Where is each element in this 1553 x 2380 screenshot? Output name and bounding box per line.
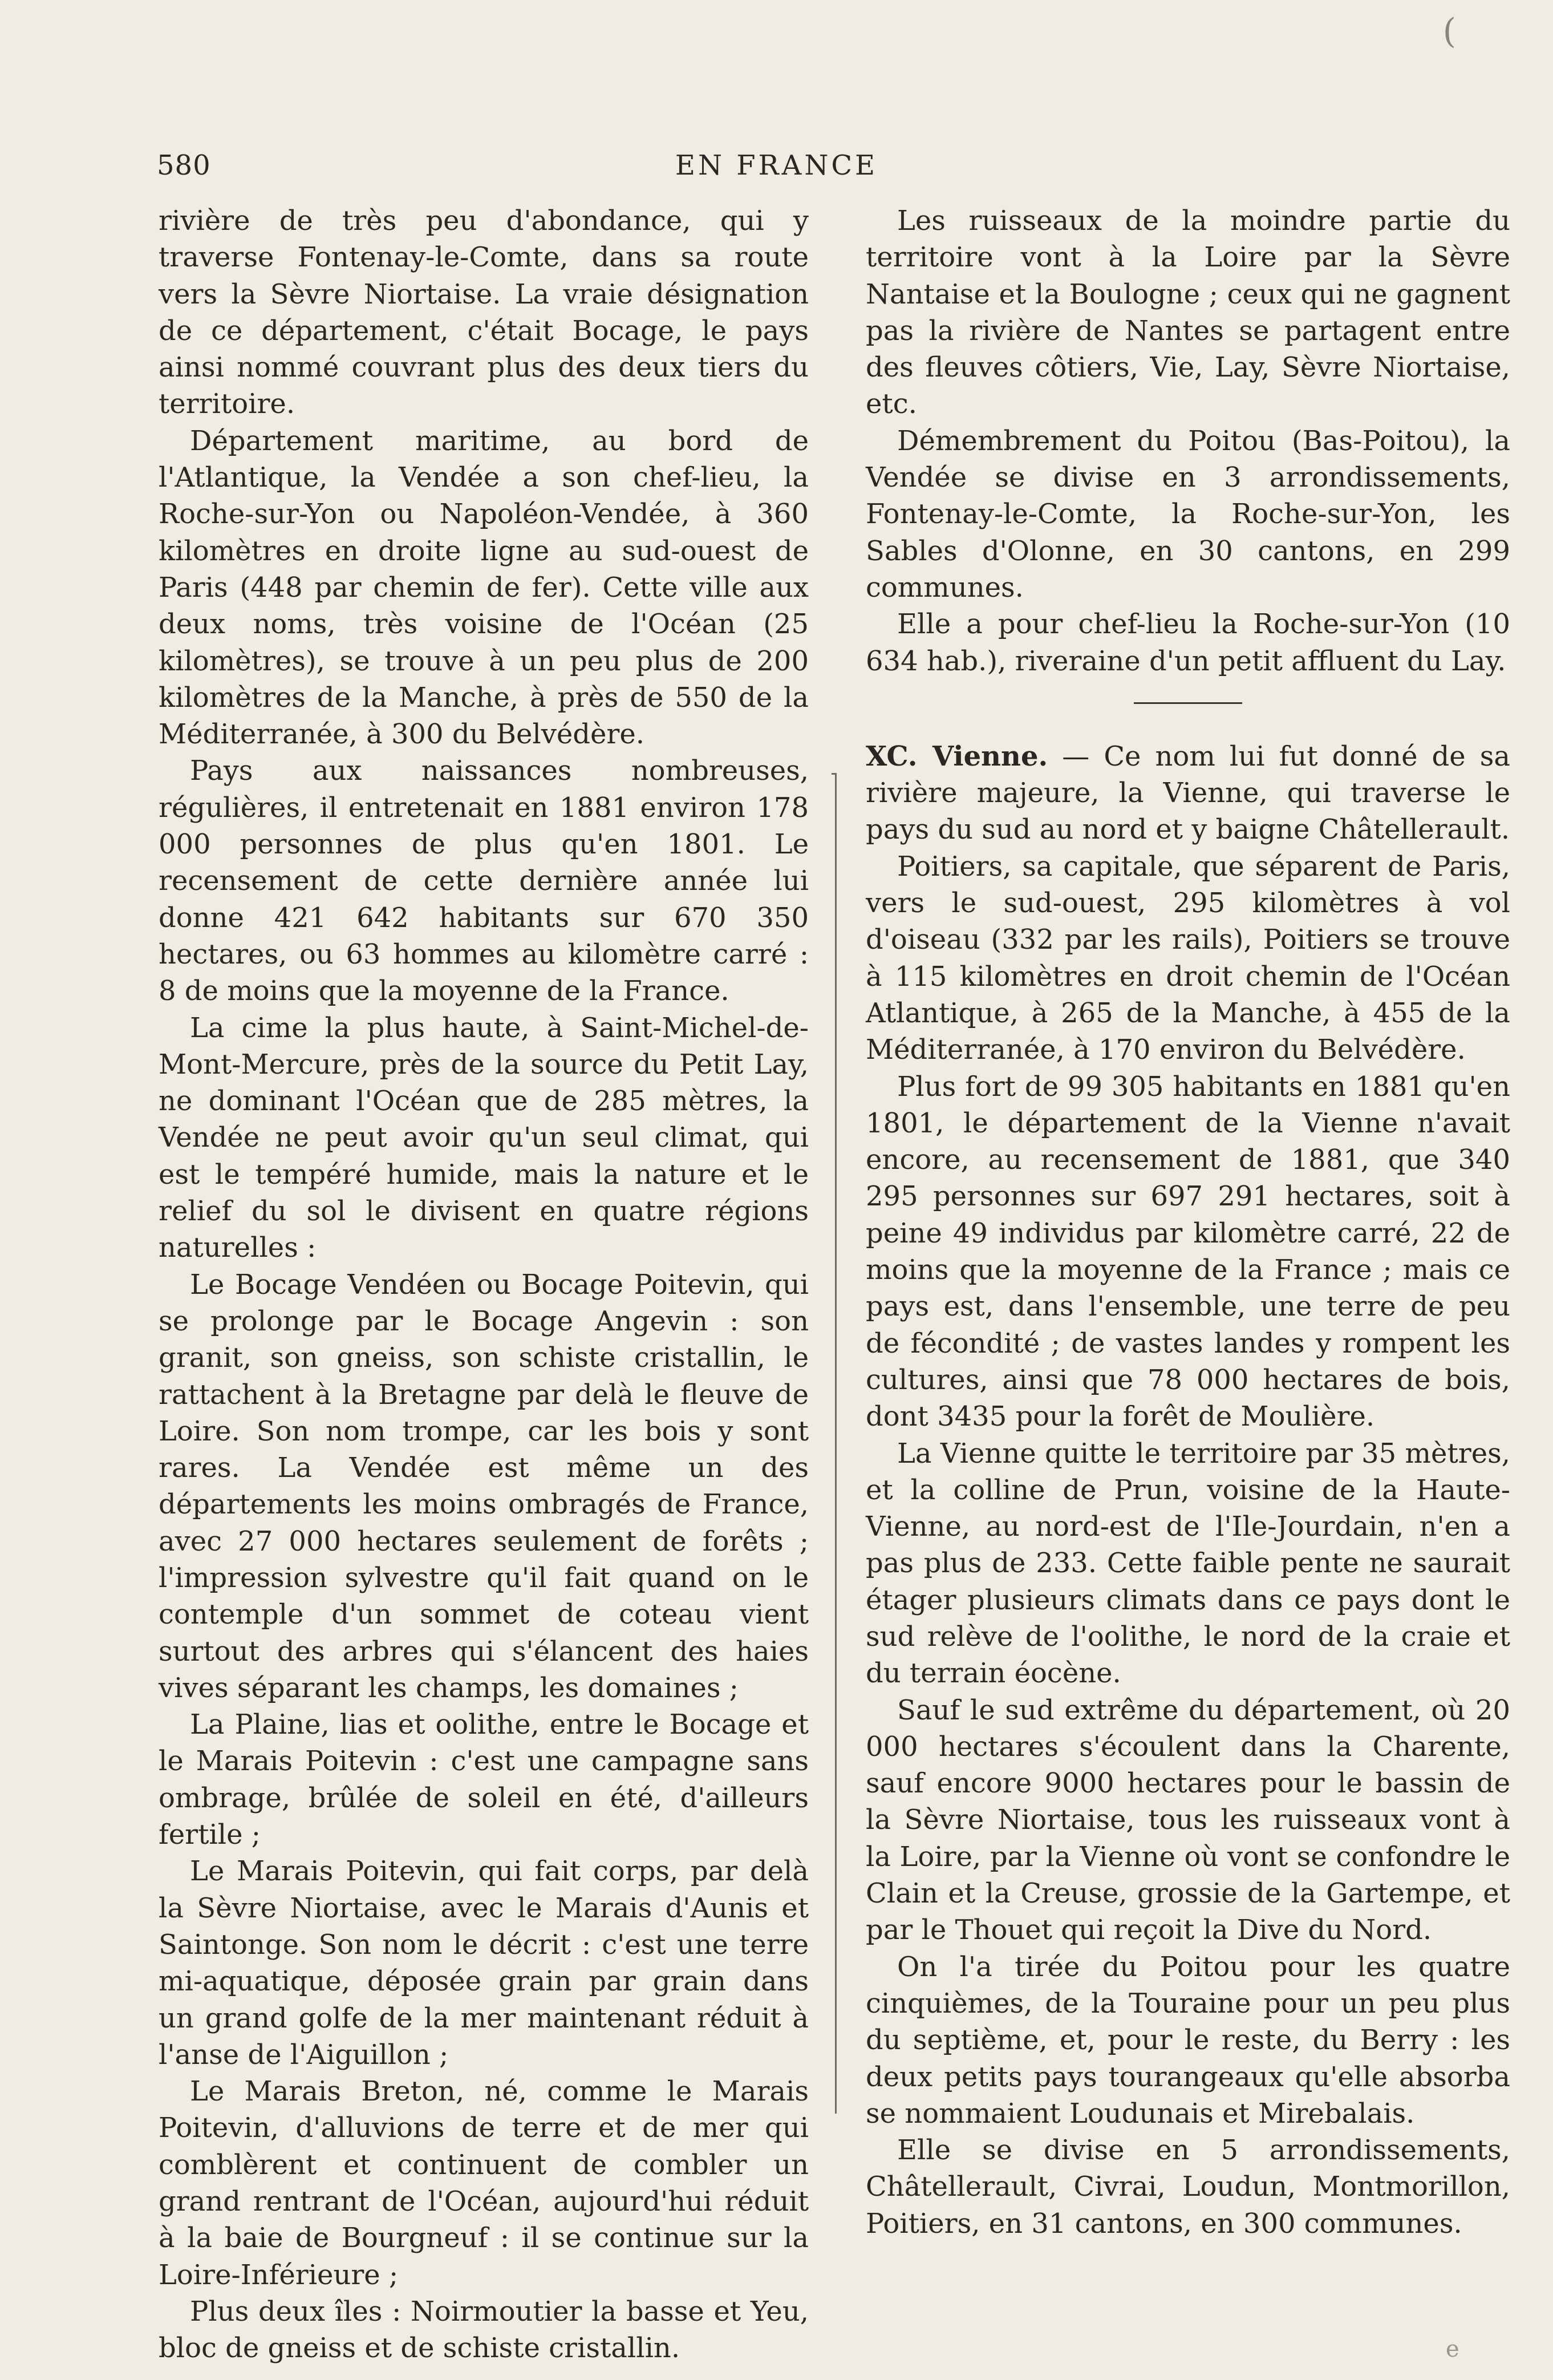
paragraph: Plus fort de 99 305 habitants en 1881 qu'en 1801, le département de la Vienne n'avait encore, au recensement de 1881, que 340 295 personnes sur 697 291 hectares, soit à peine 49 individus par kilomètre carré, 22 de moins que la moyenne de la France ; mais ce pays est, dans l'ensemble, une terre de peu de fécondité ; de vastes landes y rompent les cultures, ainsi que 78 000 hectares de bois, dont 3435 pour la forêt de Moulière. (866, 1070, 1510, 1433)
paragraph: Sauf le sud extrême du département, où 20 000 hectares s'écoulent dans la Charente, sauf encore 9000 hectares pour le bassin de la Sèvre Niortaise, tous les ruisseaux vont à la Loire, par la Vienne où vont se confondre le Clain et la Creuse, grossie de la Gartempe, et par le Thouet qui reçoit la Dive du Nord. (866, 1694, 1510, 1946)
page-number: 580 (157, 149, 211, 181)
paragraph: Poitiers, sa capitale, que séparent de Paris, vers le sud-ouest, 295 kilomètres à vol d'oiseau (332 par les rails), Poitiers se trouve à 115 kilomètres en droit chemin de l'Océan Atlantique, à 265 de la Manche, à 455 de la Méditerranée, à 170 environ du Belvédère. (866, 850, 1510, 1066)
column-divider (835, 773, 837, 2114)
column-divider-tick (832, 773, 837, 775)
paragraph: Le Marais Poitevin, qui fait corps, par delà la Sèvre Niortaise, avec le Marais d'Aunis et Saintonge. Son nom le décrit : c'est une terre mi-aquatique, déposée grain par grain dans un grand golfe de la mer maintenant réduit à l'anse de l'Aiguillon ; (159, 1855, 809, 2071)
right-column (866, 203, 1510, 2242)
paragraph: Démembrement du Poitou (Bas-Poitou), la Vendée se divise en 3 arrondissements, Fontenay-le-Comte, la Roche-sur-Yon, les Sables d'Olonne, en 30 cantons, en 299 communes. (866, 424, 1510, 604)
paragraph: Elle a pour chef-lieu la Roche-sur-Yon (10 634 hab.), riveraine d'un petit affluent du Lay. (866, 608, 1510, 677)
stray-mark: e (1446, 2336, 1459, 2362)
paragraph: La Plaine, lias et oolithe, entre le Bocage et le Marais Poitevin : c'est une campagne sans ombrage, brûlée de soleil en été, d'ailleurs fertile ; (159, 1709, 809, 1851)
running-title: EN FRANCE (675, 149, 878, 181)
section-rule (1134, 702, 1242, 704)
section-paragraph (866, 738, 1510, 848)
left-column (159, 203, 809, 2367)
paragraph: Le Bocage Vendéen ou Bocage Poitevin, qui se prolonge par le Bocage Angevin : son granit, son gneiss, son schiste cristallin, le rattachent à la Bretagne par delà le fleuve de Loire. Son nom trompe, car les bois y sont rares. La Vendée est même un des départements les moins ombragés de France, avec 27 000 hectares seulement de forêts ; l'impression sylvestre qu'il fait quand on le contemple d'un sommet de coteau vient surtout des arbres qui s'élancent des haies vives séparant les champs, les domaines ; (159, 1268, 809, 1704)
paragraph: On l'a tirée du Poitou pour les quatre cinquièmes, de la Touraine pour un peu plus du septième, et, pour le reste, du Berry : les deux petits pays tourangeaux qu'elle absorba se nommaient Loudunais et Mirebalais. (866, 1950, 1510, 2130)
paragraph: Plus deux îles : Noirmoutier la basse et Yeu, bloc de gneiss et de schiste cristallin. (159, 2295, 809, 2365)
paragraph: rivière de très peu d'abondance, qui y traverse Fontenay-le-Comte, dans sa route vers la Sèvre Niortaise. La vraie désignation de ce département, c'était Bocage, le pays ainsi nommé couvrant plus des deux tiers du territoire. (159, 205, 809, 420)
corner-mark: ( (1442, 11, 1456, 51)
paragraph: La cime la plus haute, à Saint-Michel-de-Mont-Mercure, près de la source du Petit Lay, ne dominant l'Océan que de 285 mètres, la Vendée ne peut avoir qu'un seul climat, qui est le tempéré humide, mais la nature et le relief du sol le divisent en quatre régions naturelles : (159, 1011, 809, 1264)
paragraph: Elle se divise en 5 arrondissements, Châtellerault, Civrai, Loudun, Montmorillon, Poitiers, en 31 cantons, en 300 communes. (866, 2134, 1510, 2240)
section-title: XC. Vienne. (866, 740, 1048, 772)
paragraph: Le Marais Breton, né, comme le Marais Poitevin, d'alluvions de terre et de mer qui comblèrent et continuent de combler un grand rentrant de l'Océan, aujourd'hui réduit à la baie de Bourgneuf : il se continue sur la Loire-Inférieure ; (159, 2075, 809, 2291)
paragraph: Les ruisseaux de la moindre partie du territoire vont à la Loire par la Sèvre Nantaise et la Boulogne ; ceux qui ne gagnent pas la rivière de Nantes se partagent entre des fleuves côtiers, Vie, Lay, Sèvre Niortaise, etc. (866, 205, 1510, 420)
paragraph: Département maritime, au bord de l'Atlantique, la Vendée a son chef-lieu, la Roche-sur-Yon ou Napoléon-Vendée, à 360 kilomètres en droite ligne au sud-ouest de Paris (448 par chemin de fer). Cette ville aux deux noms, très voisine de l'Océan (25 kilomètres), se trouve à un peu plus de 200 kilomètres de la Manche, à près de 550 de la Méditerranée, à 300 du Belvédère. (159, 424, 809, 751)
paragraph: La Vienne quitte le territoire par 35 mètres, et la colline de Prun, voisine de la Haute-Vienne, au nord-est de l'Ile-Jourdain, n'en a pas plus de 233. Cette faible pente ne saurait étager plusieurs climats dans ce pays dont le sud relève de l'oolithe, le nord de la craie et du terrain éocène. (866, 1437, 1510, 1690)
paragraph: Pays aux naissances nombreuses, régulières, il entretenait en 1881 environ 178 000 personnes de plus qu'en 1801. Le recensement de cette dernière année lui donne 421 642 habitants sur 670 350 hectares, ou 63 hommes au kilomètre carré : 8 de moins que la moyenne de la France. (159, 755, 809, 1007)
section-intro: — Ce nom lui fut donné de sa rivière majeure, la Vienne, qui traverse le pays du sud au nord et y baigne Châtellerault. (866, 740, 1510, 846)
